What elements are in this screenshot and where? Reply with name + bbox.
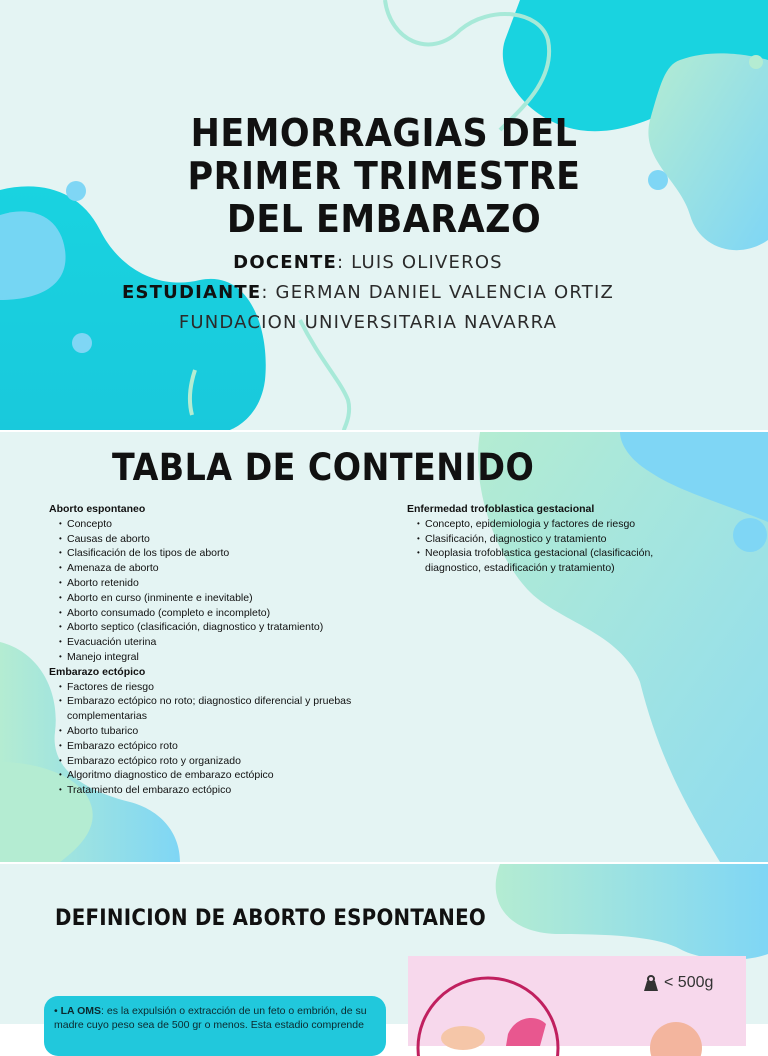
weight-icon (642, 974, 660, 992)
estudiante-line (0, 282, 736, 303)
title-line: HEMORRAGIAS DEL (190, 111, 578, 155)
toc-item: • Causas de aborto (59, 532, 409, 547)
docente-value: : LUIS OLIVEROS (336, 252, 503, 273)
toc-item: • Aborto retenido (59, 576, 409, 591)
toc-item: • Aborto septico (clasificación, diagnostico y tratamiento) (59, 620, 409, 635)
toc-item: • Aborto en curso (inminente e inevitable) (59, 591, 409, 606)
definition-text: : es la expulsión o extracción de un feto o embrión, de su madre cuyo peso sea de 500 gr o menos. Esta estadio comprende (54, 1005, 367, 1031)
estudiante-value: : GERMAN DANIEL VALENCIA ORTIZ (261, 282, 615, 303)
docente-label: DOCENTE (233, 252, 337, 273)
toc-item: • Factores de riesgo (59, 680, 409, 695)
docente-line (0, 252, 736, 273)
definition-slide (0, 864, 768, 1031)
toc-item: • Clasificación, diagnostico y tratamiento (417, 532, 677, 547)
toc-title: TABLA DE CONTENIDO (112, 446, 535, 489)
toc-item: • Algoritmo diagnostico de embarazo ectópico (59, 768, 409, 783)
toc-list (49, 517, 409, 665)
presentation-title (31, 112, 738, 241)
toc-item: • Concepto, epidemiologia y factores de riesgo (417, 517, 677, 532)
toc-item: • Amenaza de aborto (59, 561, 409, 576)
toc-list (49, 680, 409, 798)
toc-item: • Embarazo ectópico roto (59, 739, 409, 754)
toc-item: • Aborto tubarico (59, 724, 409, 739)
table-of-contents-slide (0, 432, 768, 862)
estudiante-label: ESTUDIANTE (121, 282, 262, 303)
institution: FUNDACION UNIVERSITARIA NAVARRA (178, 312, 558, 333)
toc-right-column (407, 502, 677, 576)
title-slide (0, 0, 768, 430)
toc-item: • Tratamiento del embarazo ectópico (59, 783, 409, 798)
toc-item: • Aborto consumado (completo e incompleto) (59, 606, 409, 621)
definition-box: • LA OMS: es la expulsión o extracción de un feto o embrión, de su madre cuyo peso sea de 500 gr o menos. Esta estadio comprende (44, 996, 386, 1056)
pregnancy-illustration (408, 956, 746, 1046)
toc-item: • Embarazo ectópico no roto; diagnostico diferencial y pruebas complementarias (59, 694, 409, 724)
toc-item: • Manejo integral (59, 650, 409, 665)
title-line: DEL EMBARAZO (226, 197, 542, 241)
definition-label: LA OMS (60, 1005, 102, 1017)
weight-indicator (642, 974, 713, 992)
toc-section-heading: Embarazo ectópico (49, 665, 146, 678)
slide-title: DEFINICION DE ABORTO ESPONTANEO (55, 906, 486, 931)
weight-label: < 500g (664, 974, 714, 991)
toc-item: • Embarazo ectópico roto y organizado (59, 754, 409, 769)
toc-item: • Neoplasia trofoblastica gestacional (clasificación, diagnostico, estadificación y tratamiento) (417, 546, 677, 576)
toc-section-heading: Aborto espontaneo (49, 503, 146, 515)
toc-list (407, 517, 677, 576)
toc-left-column (49, 502, 409, 798)
toc-section-heading: Enfermedad trofoblastica gestacional (407, 503, 595, 515)
illustration-panel (408, 956, 746, 1046)
toc-item: • Concepto (59, 517, 409, 532)
toc-item: • Evacuación uterina (59, 635, 409, 650)
title-line: PRIMER TRIMESTRE (187, 154, 581, 198)
toc-item: • Clasificación de los tipos de aborto (59, 546, 409, 561)
